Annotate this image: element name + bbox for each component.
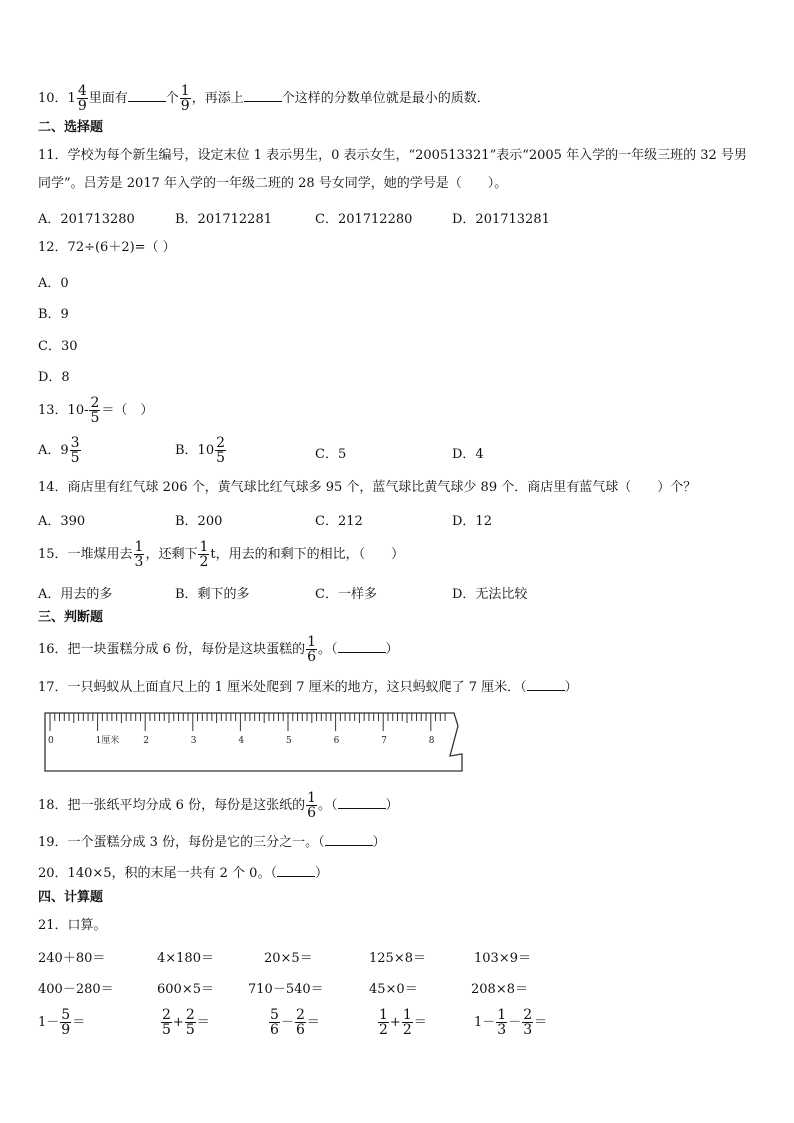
calc-item [268, 1008, 320, 1037]
option-c[interactable]: C．212 [315, 514, 363, 529]
text: ＝ [306, 1015, 320, 1030]
text: 17．一只蚂蚁从上面直尺上的 1 厘米处爬到 7 厘米的地方，这只蚂蚁爬了 7 厘米．（ [38, 680, 527, 695]
answer-blank[interactable] [325, 833, 373, 846]
fraction [402, 1008, 413, 1037]
den: 9 [180, 98, 190, 114]
option-b[interactable]: B．9 [38, 307, 69, 322]
whole: 1 [67, 91, 76, 106]
option-a[interactable] [38, 436, 82, 465]
num: 5 [270, 1007, 279, 1023]
fraction [70, 436, 81, 465]
den: 9 [77, 98, 87, 114]
fraction [89, 396, 100, 425]
fraction [198, 540, 209, 569]
text: 19．一个蛋糕分成 3 份，每份是它的三分之一。（ [38, 835, 325, 850]
option-a[interactable]: A．390 [38, 514, 86, 529]
text: ＝ [72, 1015, 86, 1030]
ruler-label: 1厘米 [95, 736, 120, 746]
text: ，还剩下 [145, 547, 198, 562]
num: 1 [134, 539, 144, 555]
num: 1 [307, 790, 316, 806]
num: 1 [180, 83, 190, 99]
fraction [161, 1008, 172, 1037]
den: 5 [162, 1022, 171, 1038]
question-18 [38, 791, 399, 820]
fraction [180, 84, 191, 113]
option-d[interactable]: D．8 [38, 370, 70, 385]
question-10 [38, 84, 490, 113]
option-b[interactable]: B．剩下的多 [175, 587, 250, 602]
text: t，用去的和剩下的相比，（ ） [210, 547, 405, 562]
fraction [60, 1008, 71, 1037]
num: 1 [307, 634, 316, 650]
calc-item: 125×8＝ [369, 951, 426, 966]
den: 9 [61, 1022, 71, 1038]
calc-item: 710－540＝ [248, 982, 324, 997]
question-13 [38, 396, 153, 425]
option-d[interactable]: D．4 [452, 447, 484, 462]
option-d[interactable]: D．无法比较 [452, 587, 528, 602]
ruler-label: 8 [428, 736, 435, 746]
fraction [134, 540, 145, 569]
ruler-label: 6 [333, 736, 340, 746]
option-d[interactable]: D．201713281 [452, 212, 550, 227]
answer-blank[interactable] [527, 678, 565, 691]
answer-blank[interactable] [277, 864, 315, 877]
label: A．9 [38, 443, 69, 458]
den: 3 [523, 1022, 533, 1038]
fraction [269, 1008, 280, 1037]
den: 2 [199, 554, 209, 570]
question-17 [38, 678, 578, 696]
fraction [522, 1008, 533, 1037]
ruler-image [44, 710, 474, 774]
den: 6 [270, 1022, 279, 1038]
option-a[interactable]: A．201713280 [38, 212, 135, 227]
text: ＝ [534, 1015, 548, 1030]
question-11-line1: 11．学校为每个新生编号，设定末位 1 表示男生，0 表示女生，“200513321”表示“2005 年入学的一年级三班的 32 号男 [38, 148, 747, 163]
text: － [508, 1015, 522, 1030]
question-20 [38, 864, 328, 882]
den: 5 [70, 450, 80, 466]
answer-blank[interactable] [338, 796, 386, 809]
answer-blank[interactable] [244, 89, 282, 102]
den: 6 [307, 805, 316, 821]
question-21: 21．口算。 [38, 918, 107, 933]
ruler-label: 0 [48, 736, 54, 746]
calc-item [377, 1008, 427, 1037]
ruler-label: 7 [381, 736, 387, 746]
option-b[interactable] [175, 436, 227, 465]
text: 里面有 [88, 91, 128, 106]
calc-item: 103×9＝ [474, 951, 531, 966]
text: － [280, 1015, 294, 1030]
text: 18．把一张纸平均分成 6 份，每份是这张纸的 [38, 798, 306, 813]
num: 2 [295, 1007, 305, 1023]
text: 。（ [318, 798, 338, 813]
calc-item: 45×0＝ [369, 982, 418, 997]
text: 1－ [38, 1015, 60, 1030]
num: 1 [199, 539, 209, 555]
text: 1－ [474, 1015, 496, 1030]
text: ＝ [196, 1015, 210, 1030]
num: 2 [523, 1007, 533, 1023]
text: + [389, 1015, 401, 1030]
num: 2 [162, 1007, 171, 1023]
text: 13．10- [38, 403, 89, 418]
option-c[interactable]: C．一样多 [315, 587, 377, 602]
text: 20．140×5，积的末尾一共有 2 个 0。（ [38, 866, 277, 881]
text: ） [564, 680, 578, 695]
option-c[interactable]: C．5 [315, 447, 347, 462]
fraction [185, 1008, 196, 1037]
option-c[interactable]: C．30 [38, 339, 78, 354]
ruler-label: 2 [143, 736, 149, 746]
question-16 [38, 635, 399, 664]
ruler-label: 4 [238, 736, 245, 746]
num: 2 [185, 1007, 195, 1023]
fraction [215, 436, 226, 465]
calc-item: 400－280＝ [38, 982, 114, 997]
answer-blank[interactable] [128, 89, 166, 102]
calc-item: 20×5＝ [264, 951, 313, 966]
fraction [496, 1008, 507, 1037]
label: B．10 [175, 443, 215, 458]
text: 。（ [318, 642, 338, 657]
calc-item [160, 1008, 210, 1037]
text: 15．一堆煤用去 [38, 547, 133, 562]
question-11-line2: 同学”。吕芳是 2017 年入学的一年级二班的 28 号女同学，她的学号是（ ）。 [38, 176, 508, 191]
den: 5 [185, 1022, 195, 1038]
ruler-label: 5 [286, 736, 292, 746]
calc-item: 600×5＝ [157, 982, 214, 997]
text: + [172, 1015, 184, 1030]
text: ） [372, 835, 386, 850]
ruler-label: 3 [190, 736, 197, 746]
text: ＝ [413, 1015, 427, 1030]
question-12: 12．72÷(6＋2)=（ ） [38, 240, 176, 255]
num: 4 [77, 83, 87, 99]
den: 5 [90, 410, 100, 426]
option-a[interactable]: A．用去的多 [38, 587, 113, 602]
q-number: 10． [38, 91, 68, 106]
section-heading-judge: 三、判断题 [38, 610, 104, 625]
den: 2 [402, 1022, 412, 1038]
option-a[interactable]: A．0 [38, 276, 69, 291]
text: 16．把一块蛋糕分成 6 份，每份是这块蛋糕的 [38, 642, 306, 657]
option-b[interactable]: B．200 [175, 514, 223, 529]
text: ，再添上 [191, 91, 244, 106]
text: ） [314, 866, 328, 881]
num: 1 [497, 1007, 507, 1023]
option-d[interactable]: D．12 [452, 514, 492, 529]
calc-item [474, 1008, 547, 1037]
num: 1 [379, 1007, 388, 1023]
option-b[interactable]: B．201712281 [175, 212, 272, 227]
calc-item: 208×8＝ [471, 982, 528, 997]
num: 5 [61, 1007, 71, 1023]
fraction [306, 791, 317, 820]
option-c[interactable]: C．201712280 [315, 212, 413, 227]
calc-item [38, 1008, 85, 1037]
fraction [306, 635, 317, 664]
question-19 [38, 833, 386, 851]
num: 2 [216, 435, 226, 451]
question-15 [38, 540, 404, 569]
den: 3 [134, 554, 144, 570]
calc-item: 4×180＝ [157, 951, 214, 966]
den: 5 [216, 450, 226, 466]
section-heading-choice: 二、选择题 [38, 120, 104, 135]
den: 3 [497, 1022, 507, 1038]
text: 个 [165, 91, 179, 106]
num: 3 [70, 435, 80, 451]
text: ） [385, 798, 399, 813]
calc-item: 240＋80＝ [38, 951, 106, 966]
den: 2 [379, 1022, 388, 1038]
num: 2 [90, 395, 100, 411]
fraction [295, 1008, 306, 1037]
num: 1 [402, 1007, 412, 1023]
fraction [378, 1008, 389, 1037]
den: 6 [307, 649, 316, 665]
text: ） [385, 642, 399, 657]
text: ＝（ ） [101, 403, 154, 418]
den: 6 [295, 1022, 305, 1038]
question-14: 14．商店里有红气球 206 个，黄气球比红气球多 95 个，蓝气球比黄气球少 89 个．商店里有蓝气球（ ）个？ [38, 480, 697, 495]
fraction [77, 84, 88, 113]
answer-blank[interactable] [338, 640, 386, 653]
text: 个这样的分数单位就是最小的质数． [281, 91, 490, 106]
section-heading-calc: 四、计算题 [38, 890, 104, 905]
